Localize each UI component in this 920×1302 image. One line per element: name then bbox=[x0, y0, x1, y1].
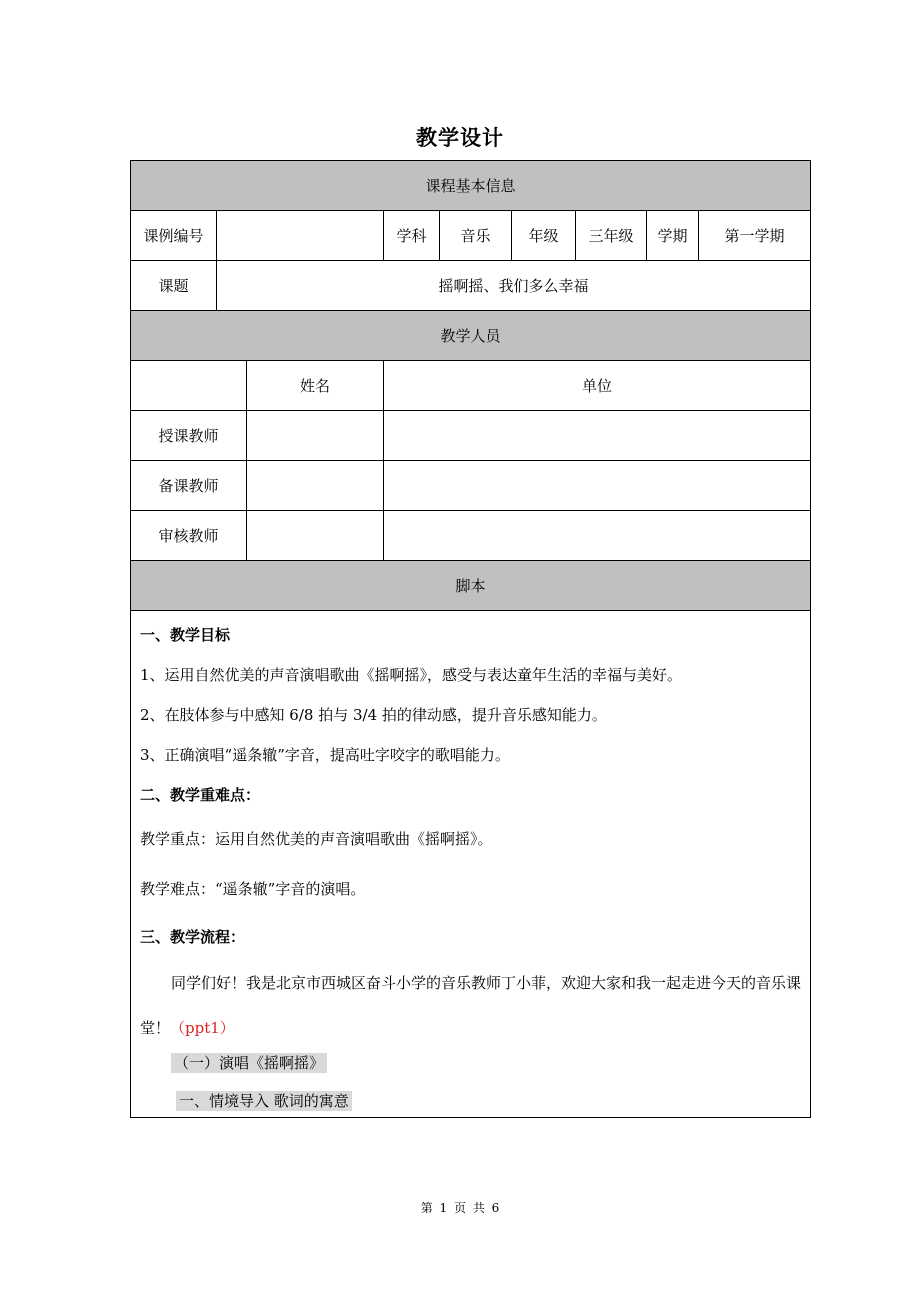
staff-name-preparer bbox=[247, 461, 384, 511]
document-title: 教学设计 bbox=[416, 126, 504, 150]
staff-name-header: 姓名 bbox=[247, 361, 384, 411]
staff-unit-reviewer bbox=[384, 511, 811, 561]
subject-value: 音乐 bbox=[440, 211, 512, 261]
difficult-point: 教学难点：“遥条辙”字音的演唱。 bbox=[140, 880, 366, 898]
intro-text: 同学们好！我是北京市西城区奋斗小学的音乐教师丁小菲，欢迎大家和我一起走进今天的音乐课堂！ bbox=[140, 974, 802, 1037]
basic-info-header: 课程基本信息 bbox=[131, 161, 811, 211]
staff-unit-header: 单位 bbox=[384, 361, 811, 411]
script-header: 脚本 bbox=[131, 561, 811, 611]
ppt-reference: （ppt1） bbox=[170, 1019, 235, 1037]
goals-heading: 一、教学目标 bbox=[140, 626, 231, 644]
lesson-design-table bbox=[130, 160, 811, 1118]
topic-value: 摇啊摇、我们多么幸福 bbox=[217, 261, 811, 311]
process-heading: 三、教学流程： bbox=[140, 928, 246, 946]
case-number-value bbox=[217, 211, 384, 261]
key-point: 教学重点：运用自然优美的声音演唱歌曲《摇啊摇》。 bbox=[140, 830, 493, 848]
term-label: 学期 bbox=[647, 211, 699, 261]
intro-paragraph bbox=[140, 961, 802, 1051]
staff-header: 教学人员 bbox=[131, 311, 811, 361]
sub-section-intro bbox=[176, 1091, 802, 1111]
script-content bbox=[131, 611, 811, 1118]
key-points-heading: 二、教学重难点： bbox=[140, 786, 261, 804]
staff-unit-lecturer bbox=[384, 411, 811, 461]
grade-label: 年级 bbox=[512, 211, 576, 261]
staff-name-lecturer bbox=[247, 411, 384, 461]
goal-item: 1、运用自然优美的声音演唱歌曲《摇啊摇》，感受与表达童年生活的幸福与美好。 bbox=[140, 666, 683, 684]
staff-role-preparer: 备课教师 bbox=[131, 461, 247, 511]
staff-role-reviewer: 审核教师 bbox=[131, 511, 247, 561]
staff-unit-preparer bbox=[384, 461, 811, 511]
staff-name-reviewer bbox=[247, 511, 384, 561]
topic-label: 课题 bbox=[131, 261, 217, 311]
goal-item: 3、正确演唱“遥条辙”字音，提高吐字咬字的歌唱能力。 bbox=[140, 746, 510, 764]
sub-section-intro-label: 一、情境导入 歌词的寓意 bbox=[176, 1091, 352, 1111]
grade-value: 三年级 bbox=[576, 211, 647, 261]
goal-item: 2、在肢体参与中感知 6/8 拍与 3/4 拍的律动感，提升音乐感知能力。 bbox=[140, 706, 607, 724]
staff-role-header bbox=[131, 361, 247, 411]
staff-role-lecturer: 授课教师 bbox=[131, 411, 247, 461]
sub-section-singing-label: （一）演唱《摇啊摇》 bbox=[171, 1053, 327, 1073]
sub-section-singing bbox=[171, 1053, 802, 1073]
subject-label: 学科 bbox=[384, 211, 440, 261]
term-value: 第一学期 bbox=[699, 211, 811, 261]
page-footer: 第 1 页 共 6 bbox=[420, 1201, 500, 1215]
case-number-label: 课例编号 bbox=[131, 211, 217, 261]
